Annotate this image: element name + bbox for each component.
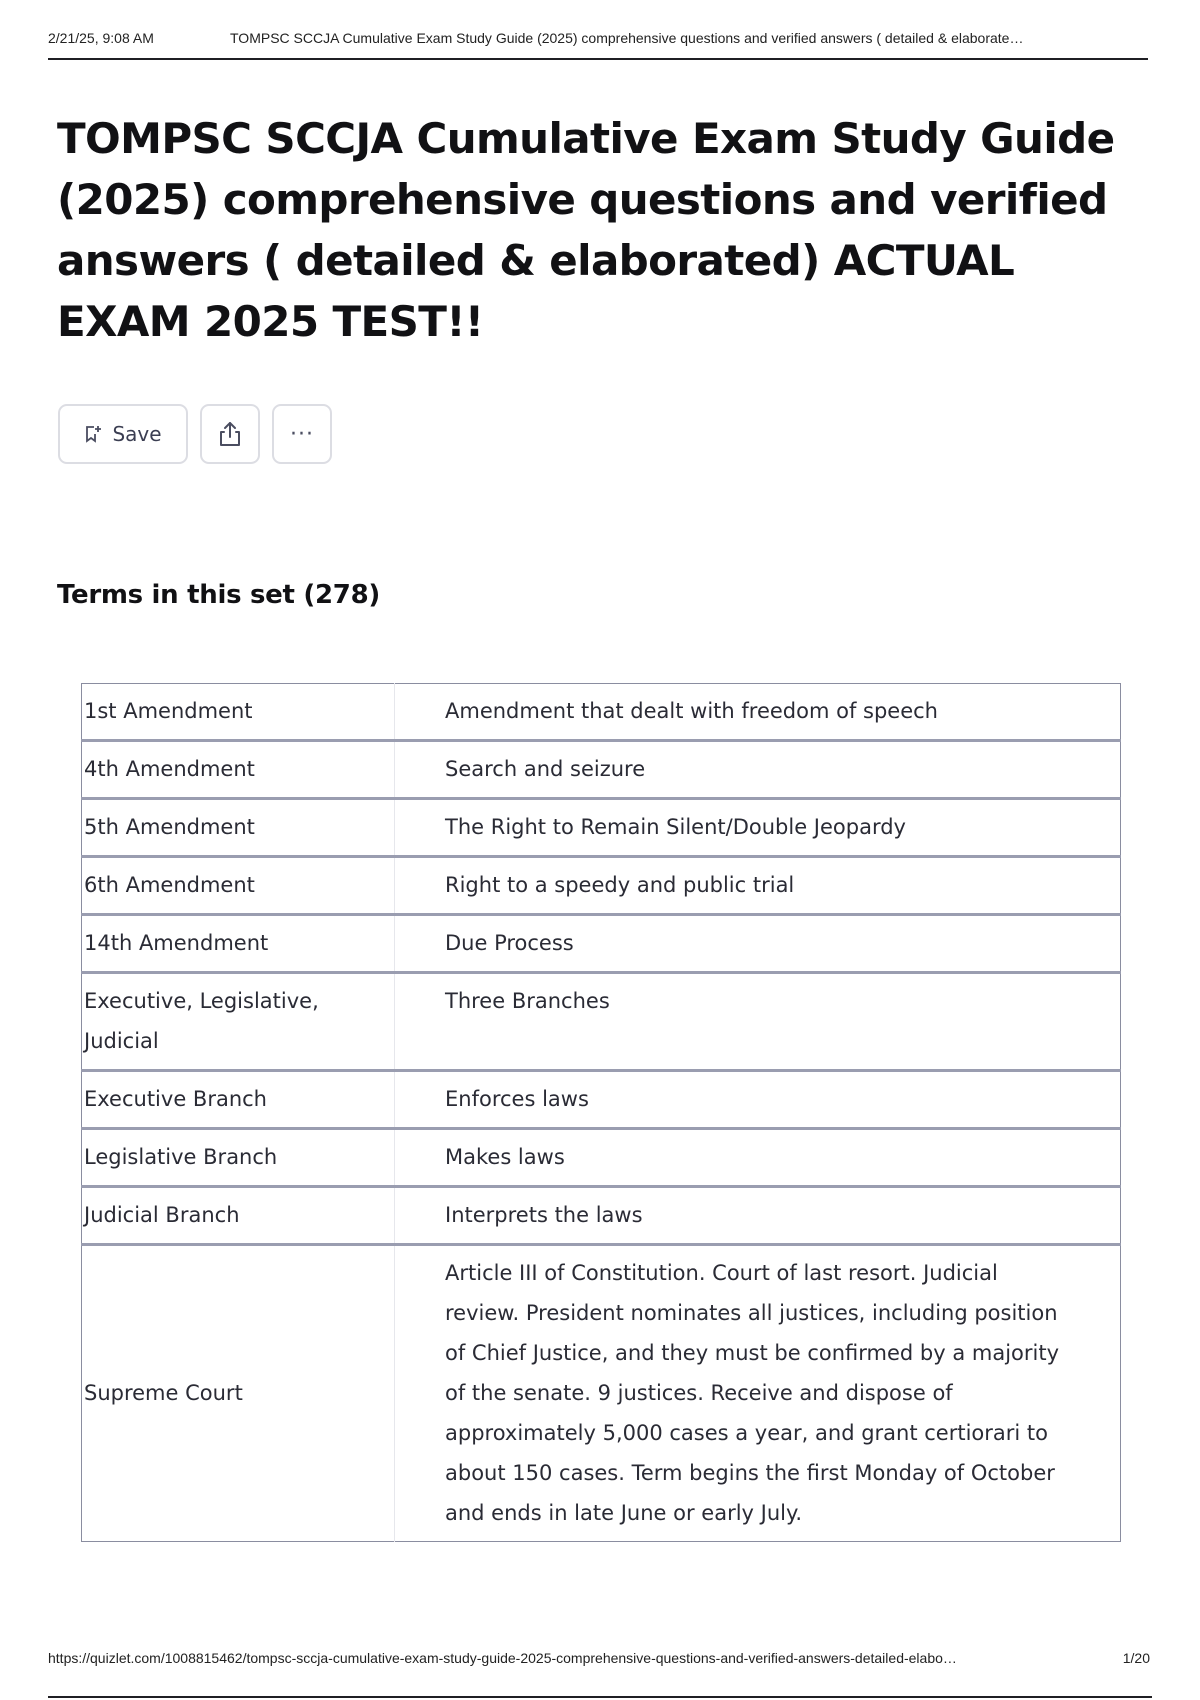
terms-table-body [82,684,1121,1542]
bookmark-add-icon [84,424,102,444]
term-row [82,857,1121,915]
terms-heading: Terms in this set (278) [57,580,380,610]
page-title: TOMPSC SCCJA Cumulative Exam Study Guide (2025) comprehensive questions and verified answers ( detailed & elaborated) ACTUAL EXAM 2025 TEST!! [57,114,1115,346]
term-row [82,973,1121,1071]
definition-cell: Amendment that dealt with freedom of speech [445,699,938,723]
term-row [82,1187,1121,1245]
term-cell: Executive Branch [82,1071,395,1129]
term-row [82,1129,1121,1187]
terms-table [81,683,1121,1542]
term-cell: 5th Amendment [82,799,395,857]
term-row [82,799,1121,857]
term-row [82,684,1121,741]
definition-cell: Due Process [445,931,574,955]
print-url: https://quizlet.com/1008815462/tompsc-sccja-cumulative-exam-study-guide-2025-comprehensive-questions-and-verified-answers-detailed-elabo… [48,1650,957,1666]
definition-cell: Right to a speedy and public trial [445,873,795,897]
term-cell: Executive, Legislative, Judicial [82,973,395,1071]
page-number: 1/20 [1122,1650,1150,1666]
more-icon: ··· [290,421,314,447]
action-bar [58,404,332,464]
term-cell: 6th Amendment [82,857,395,915]
print-header [48,30,1148,60]
term-cell: 14th Amendment [82,915,395,973]
save-button-label: Save [112,422,162,446]
more-options-button[interactable] [272,404,332,464]
definition-cell: Three Branches [445,989,610,1013]
term-cell: Legislative Branch [82,1129,395,1187]
term-cell: Judicial Branch [82,1187,395,1245]
definition-cell: Interprets the laws [445,1203,643,1227]
print-doc-title: TOMPSC SCCJA Cumulative Exam Study Guide (2025) comprehensive questions and verified answers ( detailed & elaborate… [230,30,1024,46]
print-datetime: 2/21/25, 9:08 AM [48,30,154,46]
definition-cell: The Right to Remain Silent/Double Jeopardy [445,815,906,839]
term-row [82,1071,1121,1129]
term-cell: Supreme Court [82,1245,395,1542]
term-cell: 1st Amendment [82,684,395,741]
term-row [82,1245,1121,1542]
term-cell: 4th Amendment [82,741,395,799]
share-icon [217,420,243,448]
save-button[interactable] [58,404,188,464]
share-button[interactable] [200,404,260,464]
definition-cell: Enforces laws [445,1087,589,1111]
term-row [82,741,1121,799]
print-footer [48,1650,1152,1698]
definition-cell: Search and seizure [445,757,646,781]
definition-cell: Makes laws [445,1145,565,1169]
definition-cell: Article III of Constitution. Court of last resort. Judicial review. President nominates all justices, including position of Chief Justice, and they must be confirmed by a majority of the senate. 9 justices. Receive and dispose of approximately 5,000 cases a year, and grant certiorari to about 150 cases. Term begins the first Monday of October and ends in late June or early July. [445,1261,1060,1525]
term-row [82,915,1121,973]
